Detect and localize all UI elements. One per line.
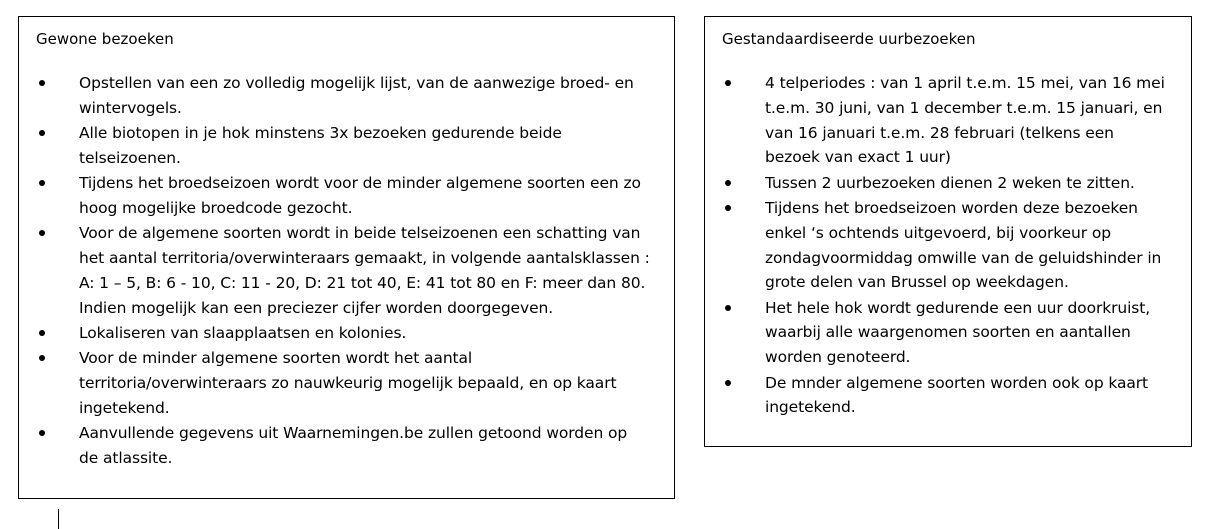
bullet-icon — [39, 330, 45, 336]
list-item-text: Lokaliseren van slaapplaatsen en kolonies. — [79, 323, 407, 342]
list-item-text: Tussen 2 uurbezoeken dienen 2 weken te zitten. — [765, 173, 1135, 192]
list-item-text: 4 telperiodes : van 1 april t.e.m. 15 mei, van 16 mei t.e.m. 30 juni, van 1 december t.e.m. 15 januari, en van 16 januari t.e.m. 28 februari (telkens een bezoek van exact 1 uur) — [765, 74, 1165, 167]
bullet-list — [19, 71, 674, 471]
textbox-gestandaardiseerde-uurbezoeken[interactable] — [704, 16, 1192, 447]
list-item-text: Tijdens het broedseizoen wordt voor de minder algemene soorten een zo hoog mogelijke broedcode gezocht. — [79, 174, 641, 217]
bullet-icon — [725, 380, 731, 386]
bullet-list — [705, 71, 1191, 421]
list-item — [19, 321, 674, 346]
bullet-icon — [725, 305, 731, 311]
textbox-gewone-bezoeken[interactable] — [18, 16, 675, 499]
list-item-text: De mnder algemene soorten worden ook op kaart ingetekend. — [765, 373, 1149, 417]
list-item — [705, 196, 1191, 295]
bullet-icon — [39, 430, 45, 436]
list-item — [19, 421, 674, 471]
list-item — [705, 71, 1191, 170]
list-item — [19, 346, 674, 420]
list-item — [705, 371, 1191, 421]
bullet-icon — [725, 180, 731, 186]
list-item — [705, 296, 1191, 370]
list-item-text: Opstellen van een zo volledig mogelijk lijst, van de aanwezige broed- en wintervogels. — [79, 74, 634, 117]
list-item-text: Tijdens het broedseizoen worden deze bezoeken enkel ‘s ochtends uitgevoerd, bij voorkeur op zondagvoormiddag omwille van de geluidshinder in grote delen van Brussel op weekdagen. — [765, 198, 1162, 292]
list-item-text: Alle biotopen in je hok minstens 3x bezoeken gedurende beide telseizoenen. — [79, 124, 562, 167]
bullet-icon — [39, 230, 45, 236]
bullet-icon — [39, 80, 45, 86]
list-item — [705, 171, 1191, 196]
bullet-icon — [725, 80, 731, 86]
list-item — [19, 221, 674, 320]
list-item-text: Het hele hok wordt gedurende een uur doorkruist, waarbij alle waargenomen soorten en aantallen worden genoteerd. — [765, 298, 1151, 367]
list-item-text: Voor de minder algemene soorten wordt het aantal territoria/overwinteraars zo nauwkeurig mogelijk bepaald, en op kaart ingetekend. — [79, 349, 617, 417]
bullet-icon — [39, 130, 45, 136]
box-title: Gestandaardiseerde uurbezoeken — [722, 30, 976, 48]
list-item — [19, 171, 674, 221]
list-item — [19, 71, 674, 121]
bullet-icon — [39, 180, 45, 186]
bullet-icon — [725, 205, 731, 211]
text-cursor — [58, 509, 59, 529]
bullet-icon — [39, 355, 45, 361]
list-item-text: Voor de algemene soorten wordt in beide telseizoenen een schatting van het aantal territoria/overwinteraars gemaakt, in volgende aantalsklassen : A: 1 – 5, B: 6 - 10, C: 11 - 20, D: 21 tot 40, E: 41 tot 80 en F: meer dan 80. Indien mogelijk kan een preciezer cijfer worden doorgegeven. — [79, 224, 650, 317]
list-item-text: Aanvullende gegevens uit Waarnemingen.be zullen getoond worden op de atlassite. — [79, 424, 628, 467]
box-title: Gewone bezoeken — [36, 30, 174, 48]
list-item — [19, 121, 674, 171]
